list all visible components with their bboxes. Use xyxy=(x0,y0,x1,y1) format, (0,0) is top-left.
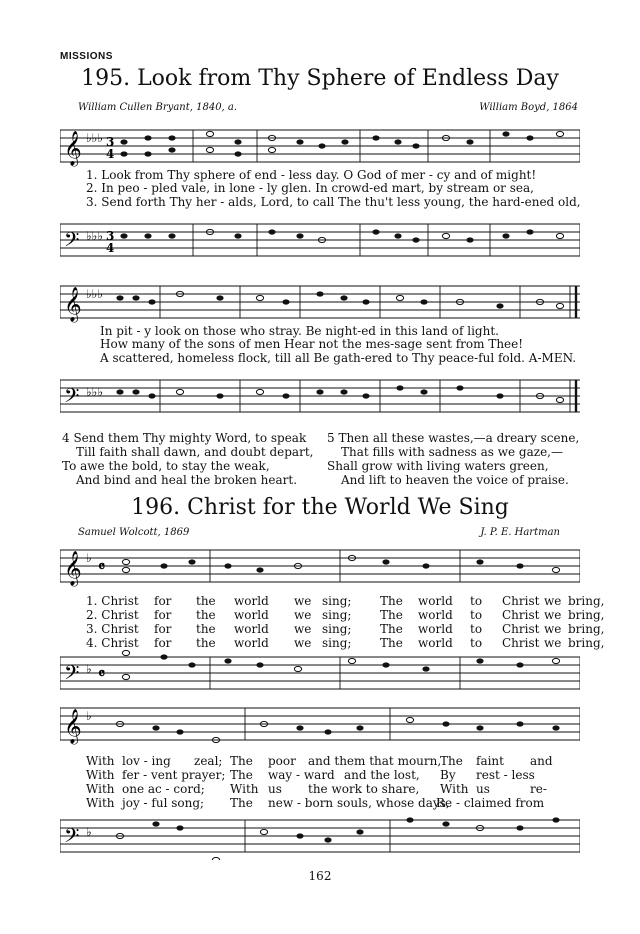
lyric-syllable: we xyxy=(294,622,312,636)
hymn-196-treble-staff-1 xyxy=(60,542,580,590)
lyric-syllable: we xyxy=(544,622,562,636)
lyric-syllable: the work to share, xyxy=(308,782,420,796)
hymn-196-words-credit: Samuel Wolcott, 1869 xyxy=(78,527,190,538)
stanza-line: And bind and heal the broken heart. xyxy=(76,473,298,487)
lyric-syllable: poor xyxy=(268,754,296,768)
hymn-196-lyrics-system-2 xyxy=(86,754,553,810)
lyric-syllable: world xyxy=(418,636,453,650)
lyric-syllable: for xyxy=(154,636,172,650)
lyric-syllable: and xyxy=(530,754,553,768)
hymn-196-lyrics-system-1 xyxy=(86,594,604,650)
lyric-syllable: for xyxy=(154,594,172,608)
lyric-syllable: sing; xyxy=(322,622,352,636)
lyric-syllable: The xyxy=(380,622,403,636)
lyric-syllable: we xyxy=(544,608,562,622)
lyric-syllable: The xyxy=(230,796,253,810)
lyric-syllable: one ac - cord; xyxy=(122,782,205,796)
verse-line: 1. Look from Thy sphere of end - less day. O God of mer - cy and of might! xyxy=(86,168,537,182)
verse-line: A scattered, homeless flock, till all Be gath-ered to Thy peace-ful fold. A-MEN. xyxy=(100,350,577,365)
lyric-syllable: fer - vent prayer; xyxy=(122,768,226,782)
lyric-syllable: 4. Christ xyxy=(86,636,139,650)
stanza-line: And lift to heaven the voice of praise. xyxy=(341,473,569,487)
hymn-195-stanza-4 xyxy=(62,431,313,487)
lyric-syllable: 2. Christ xyxy=(86,608,139,622)
lyric-syllable: The xyxy=(380,594,403,608)
svg-text:𝄢: 𝄢 xyxy=(64,228,80,256)
lyric-syllable: bring, xyxy=(568,636,605,650)
lyric-syllable: the xyxy=(196,608,216,622)
verse-line: How many of the sons of men Hear not the mes-sage sent from Thee! xyxy=(100,337,524,352)
hymn-195-bass-staff-2 xyxy=(60,368,580,420)
svg-text:♭: ♭ xyxy=(86,709,92,723)
svg-text:𝄢: 𝄢 xyxy=(64,824,80,852)
section-label: MISSIONS xyxy=(60,51,113,62)
lyric-syllable: By xyxy=(440,768,456,782)
lyric-syllable: world xyxy=(234,594,269,608)
svg-text:𝄴: 𝄴 xyxy=(98,557,106,576)
svg-text:𝄞: 𝄞 xyxy=(64,131,82,166)
verse-line: 3. Send forth Thy her - alds, Lord, to call The thu't less young, the hard-ened old, xyxy=(86,194,581,209)
lyric-syllable: and them that mourn, xyxy=(308,754,442,768)
lyric-syllable: 3. Christ xyxy=(86,622,139,636)
lyric-syllable: us xyxy=(268,782,282,796)
lyric-syllable: world xyxy=(234,608,269,622)
lyric-syllable: Christ xyxy=(502,636,540,650)
lyric-syllable: world xyxy=(418,608,453,622)
lyric-syllable: for xyxy=(154,622,172,636)
lyric-row xyxy=(86,768,553,782)
svg-text:♭♭♭: ♭♭♭ xyxy=(86,229,103,243)
hymn-195-verses-system-1 xyxy=(86,169,581,209)
lyric-syllable: bring, xyxy=(568,594,605,608)
lyric-syllable: the xyxy=(196,622,216,636)
lyric-syllable: we xyxy=(294,594,312,608)
lyric-syllable: The xyxy=(230,768,253,782)
lyric-syllable: The xyxy=(380,636,403,650)
lyric-syllable: us xyxy=(476,782,490,796)
svg-text:𝄢: 𝄢 xyxy=(64,384,80,412)
lyric-syllable: With xyxy=(86,754,115,768)
lyric-syllable: we xyxy=(544,636,562,650)
svg-text:3: 3 xyxy=(106,229,115,243)
lyric-syllable: sing; xyxy=(322,636,352,650)
lyric-syllable: The xyxy=(380,608,403,622)
stanza-line: 5 Then all these wastes,—a dreary scene, xyxy=(327,431,580,445)
lyric-syllable: Christ xyxy=(502,608,540,622)
hymn-195-treble-staff-2 xyxy=(60,280,580,326)
lyric-row xyxy=(86,594,604,608)
lyric-syllable: to xyxy=(470,608,483,622)
lyric-syllable: rest - less xyxy=(476,768,535,782)
lyric-row xyxy=(86,622,604,636)
svg-text:4: 4 xyxy=(106,241,115,255)
hymn-196-treble-staff-2 xyxy=(60,700,580,748)
lyric-row xyxy=(86,782,553,796)
verse-line: In pit - y look on those who stray. Be night-ed in this land of light. xyxy=(100,324,499,338)
lyric-syllable: With xyxy=(86,782,115,796)
hymn-196-bass-staff-2 xyxy=(60,808,580,860)
lyric-syllable: new - born souls, whose days, xyxy=(268,796,450,810)
svg-text:𝄞: 𝄞 xyxy=(64,709,82,744)
page-number: 162 xyxy=(308,869,332,883)
lyric-syllable: world xyxy=(418,622,453,636)
lyric-syllable: to xyxy=(470,636,483,650)
svg-text:♭: ♭ xyxy=(86,551,92,565)
lyric-syllable: world xyxy=(418,594,453,608)
hymn-195-stanza-5 xyxy=(327,431,579,487)
lyric-syllable: With xyxy=(86,768,115,782)
lyric-syllable: With xyxy=(230,782,259,796)
hymn-195-treble-staff-1 xyxy=(60,124,580,172)
lyric-syllable: With xyxy=(86,796,115,810)
stanza-line: To awe the bold, to stay the weak, xyxy=(62,459,270,473)
lyric-syllable: we xyxy=(544,594,562,608)
lyric-syllable: world xyxy=(234,622,269,636)
svg-text:𝄞: 𝄞 xyxy=(64,287,82,322)
lyric-syllable: With xyxy=(440,782,469,796)
lyric-syllable: 1. Christ xyxy=(86,594,139,608)
hymn-195-bass-staff-1 xyxy=(60,212,580,264)
lyric-row xyxy=(86,754,553,768)
stanza-line: 4 Send them Thy mighty Word, to speak xyxy=(62,431,307,445)
svg-text:♭: ♭ xyxy=(86,825,92,839)
verse-line: 2. In peo - pled vale, in lone - ly glen. In crowd-ed mart, by stream or sea, xyxy=(86,181,534,196)
stanza-line: Till faith shall dawn, and doubt depart, xyxy=(76,445,314,459)
svg-text:𝄢: 𝄢 xyxy=(64,661,80,689)
lyric-syllable: The xyxy=(440,754,463,768)
svg-text:𝄴: 𝄴 xyxy=(98,664,106,683)
lyric-syllable: bring, xyxy=(568,608,605,622)
lyric-syllable: and the lost, xyxy=(344,768,420,782)
stanza-line: Shall grow with living waters green, xyxy=(327,459,549,473)
lyric-syllable: for xyxy=(154,608,172,622)
lyric-syllable: joy - ful song; xyxy=(122,796,205,810)
lyric-syllable: sing; xyxy=(322,608,352,622)
lyric-syllable: re- xyxy=(530,782,547,796)
lyric-syllable: to xyxy=(470,622,483,636)
lyric-syllable: Christ xyxy=(502,594,540,608)
lyric-row xyxy=(86,608,604,622)
svg-text:♭♭♭: ♭♭♭ xyxy=(86,131,103,145)
hymn-196-music-credit: J. P. E. Hartman xyxy=(480,527,560,538)
lyric-syllable: Christ xyxy=(502,622,540,636)
lyric-syllable: the xyxy=(196,636,216,650)
svg-text:4: 4 xyxy=(106,147,115,161)
hymn-196-title: 196. Christ for the World We Sing xyxy=(131,495,509,520)
lyric-syllable: bring, xyxy=(568,622,605,636)
hymn-195-title: 195. Look from Thy Sphere of Endless Day xyxy=(81,66,559,91)
lyric-syllable: The xyxy=(230,754,253,768)
svg-text:♭: ♭ xyxy=(86,662,92,676)
lyric-syllable: we xyxy=(294,636,312,650)
lyric-syllable: faint xyxy=(476,754,504,768)
stanza-line: That fills with sadness as we gaze,— xyxy=(341,445,563,459)
lyric-syllable: to xyxy=(470,594,483,608)
svg-text:♭♭♭: ♭♭♭ xyxy=(86,287,103,301)
lyric-syllable: sing; xyxy=(322,594,352,608)
svg-text:♭♭♭: ♭♭♭ xyxy=(86,385,103,399)
lyric-syllable: the xyxy=(196,594,216,608)
lyric-syllable: zeal; xyxy=(194,754,223,768)
lyric-syllable: way - ward xyxy=(268,768,335,782)
svg-text:𝄞: 𝄞 xyxy=(64,551,82,586)
svg-text:3: 3 xyxy=(106,135,115,149)
lyric-syllable: we xyxy=(294,608,312,622)
lyric-syllable: lov - ing xyxy=(122,754,171,768)
hymn-195-music-credit: William Boyd, 1864 xyxy=(479,102,578,113)
lyric-syllable: Re - claimed from xyxy=(436,796,545,810)
hymn-196-bass-staff-1 xyxy=(60,645,580,697)
hymn-195-words-credit: William Cullen Bryant, 1840, a. xyxy=(78,102,238,113)
lyric-syllable: world xyxy=(234,636,269,650)
hymn-195-verses-system-2 xyxy=(100,325,576,365)
